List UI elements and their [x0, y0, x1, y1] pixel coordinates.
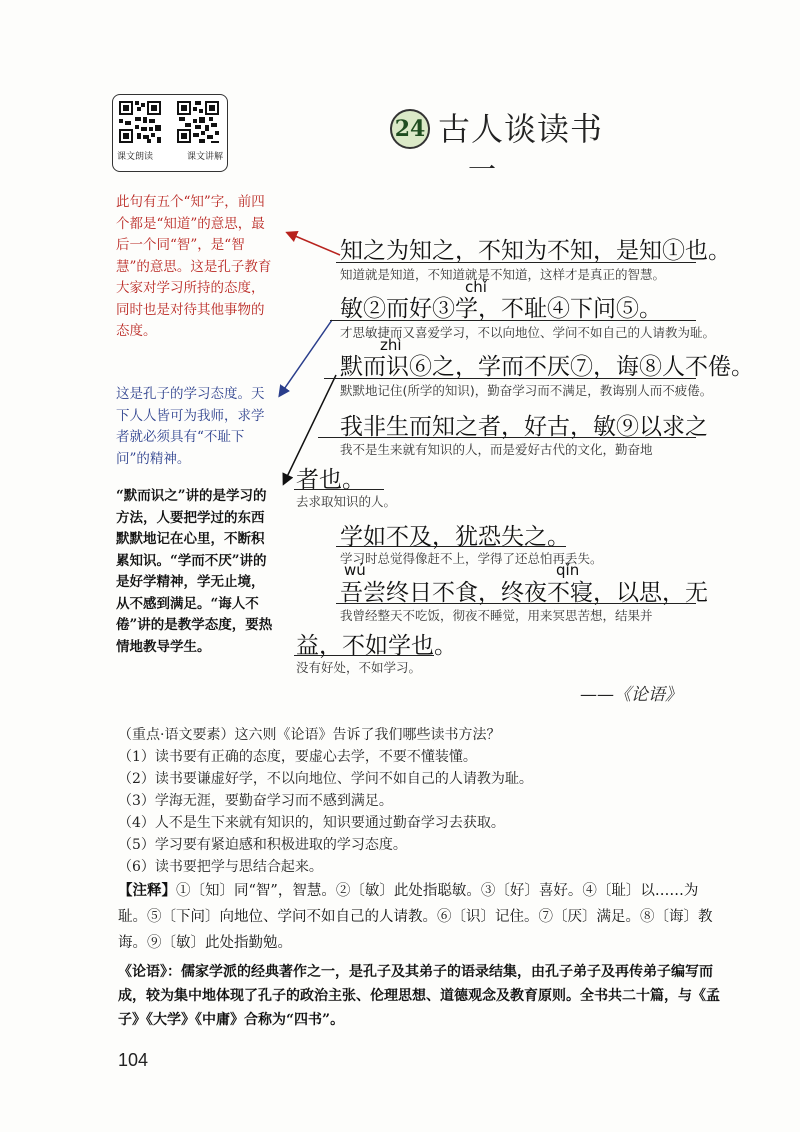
note-learning-method: “默而识之”讲的是学习的方法，人要把学过的东西默默地记在心里，不断积累知识。“学而不厌”讲的是好学精神，学无止境，从不感到满足。“诲人不倦”讲的是教学态度，要热情地教导学生。: [116, 488, 273, 655]
annotation-arrows: [270, 215, 350, 495]
section-number: 一: [468, 153, 497, 186]
qr-label-lecture: 课文讲解: [186, 152, 223, 162]
underline-6: [336, 546, 566, 547]
answer-2: （2）读书要谦虚好学，不以向地位、学问不如自己的人请教为耻。: [118, 771, 533, 787]
qr-code-reading[interactable]: [119, 101, 161, 143]
underline-3: [324, 378, 696, 379]
arrow-blue: [280, 320, 332, 395]
qr-label-reading: 课文朗读: [117, 152, 154, 162]
underline-4: [318, 437, 696, 438]
verse-line-8: 益，不如学也。: [296, 633, 457, 659]
underline-5: [294, 489, 384, 490]
underline-2: [330, 320, 696, 321]
underline-1: [336, 262, 696, 263]
qr-code-panel[interactable]: [112, 94, 228, 172]
annotation-label: 【注释】: [118, 882, 176, 899]
pinyin-wu: wú: [344, 561, 366, 579]
verse-line-2: 敏②而好③学，不耻④下问⑤。: [340, 296, 662, 322]
gloss-line-7: 我曾经整天不吃饭，彻夜不睡觉，用来冥思苦想，结果并: [340, 608, 653, 623]
pinyin-chi: chǐ: [465, 278, 487, 296]
verse-line-6: 学如不及，犹恐失之。: [340, 524, 570, 550]
verse-line-5: 者也。: [296, 467, 365, 493]
page-number: 104: [118, 1050, 149, 1070]
note-learning-attitude: 这是孔子的学习态度。天下人人皆可为我师，求学者就必须具有“不耻下问”的精神。: [116, 386, 265, 467]
qr-code-lecture[interactable]: [177, 101, 219, 143]
answer-4: （4）人不是生下来就有知识的，知识要通过勤奋学习去获取。: [118, 815, 505, 831]
gloss-line-4: 我不是生来就有知识的人，而是爱好古代的文化，勤奋地: [340, 442, 653, 457]
answer-5: （5）学习要有紧迫感和积极进取的学习态度。: [118, 837, 407, 853]
gloss-line-6: 学习时总觉得像赶不上，学得了还总怕再丢失。: [340, 551, 603, 566]
verse-line-4: 我非生而知之者，好古，敏⑨以求之: [340, 414, 708, 440]
gloss-line-3: 默默地记住(所学的知识)，勤奋学习而不满足，教诲别人而不疲倦。: [340, 383, 713, 398]
book-introduction: 《论语》：儒家学派的经典著作之一，是孔子及其弟子的语录结集，由孔子弟子及再传弟子编写而成，较为集中地体现了孔子的政治主张、伦理思想、道德观念及教育原则。全书共二十篇，与《孟子》《大学》《中庸》合称为“四书”。: [118, 964, 720, 1028]
source-attribution: ——《论语》: [580, 685, 682, 705]
verse-line-7: 吾尝终日不食，终夜不寝，以思，无: [340, 580, 708, 606]
answer-3: （3）学海无涯，要勤奋学习而不感到满足。: [118, 793, 393, 809]
note-zhi-meaning: 此句有五个“知”字，前四个都是“知道”的意思，最后一个同“智”，是“智慧”的意思。这是孔子教育大家对学习所持的态度，同时也是对待其他事物的态度。: [116, 194, 272, 339]
lesson-number-badge: 24: [390, 109, 430, 149]
gloss-line-5: 去求取知识的人。: [296, 494, 397, 509]
gloss-line-8: 没有好处，不如学习。: [296, 660, 422, 675]
page-title: 古人谈读书: [438, 110, 604, 148]
annotation-text: ①〔知〕同“智”，智慧。②〔敏〕此处指聪敏。③〔好〕喜好。④〔耻〕以……为耻。⑤〔下问〕向地位、学问不如自己的人请教。⑥〔识〕记住。⑦〔厌〕满足。⑧〔诲〕教诲。⑨〔敏〕此处指勤勉。: [118, 883, 713, 951]
annotation-block: [118, 878, 726, 956]
pinyin-qin: qǐn: [556, 561, 580, 579]
underline-8: [294, 655, 434, 656]
underline-7: [336, 603, 696, 604]
pinyin-zhi: zhì: [380, 336, 402, 354]
gloss-line-2: 才思敏捷而又喜爱学习，不以向地位、学问不如自己的人请教为耻。: [340, 325, 716, 340]
answer-6: （6）读书要把学与思结合起来。: [118, 859, 323, 875]
verse-line-1: 知之为知之，不知为不知，是知①也。: [340, 238, 731, 264]
answer-1: （1）读书要有正确的态度，要虚心去学，不要不懂装懂。: [118, 749, 477, 765]
arrow-red: [288, 233, 340, 255]
gloss-line-1: 知道就是知道，不知道就是不知道，这样才是真正的智慧。: [340, 267, 666, 282]
question: （重点·语文要素）这六则《论语》告诉了我们哪些读书方法？: [118, 727, 501, 743]
verse-line-3: 默而识⑥之，学而不厌⑦，诲⑧人不倦。: [340, 354, 754, 380]
